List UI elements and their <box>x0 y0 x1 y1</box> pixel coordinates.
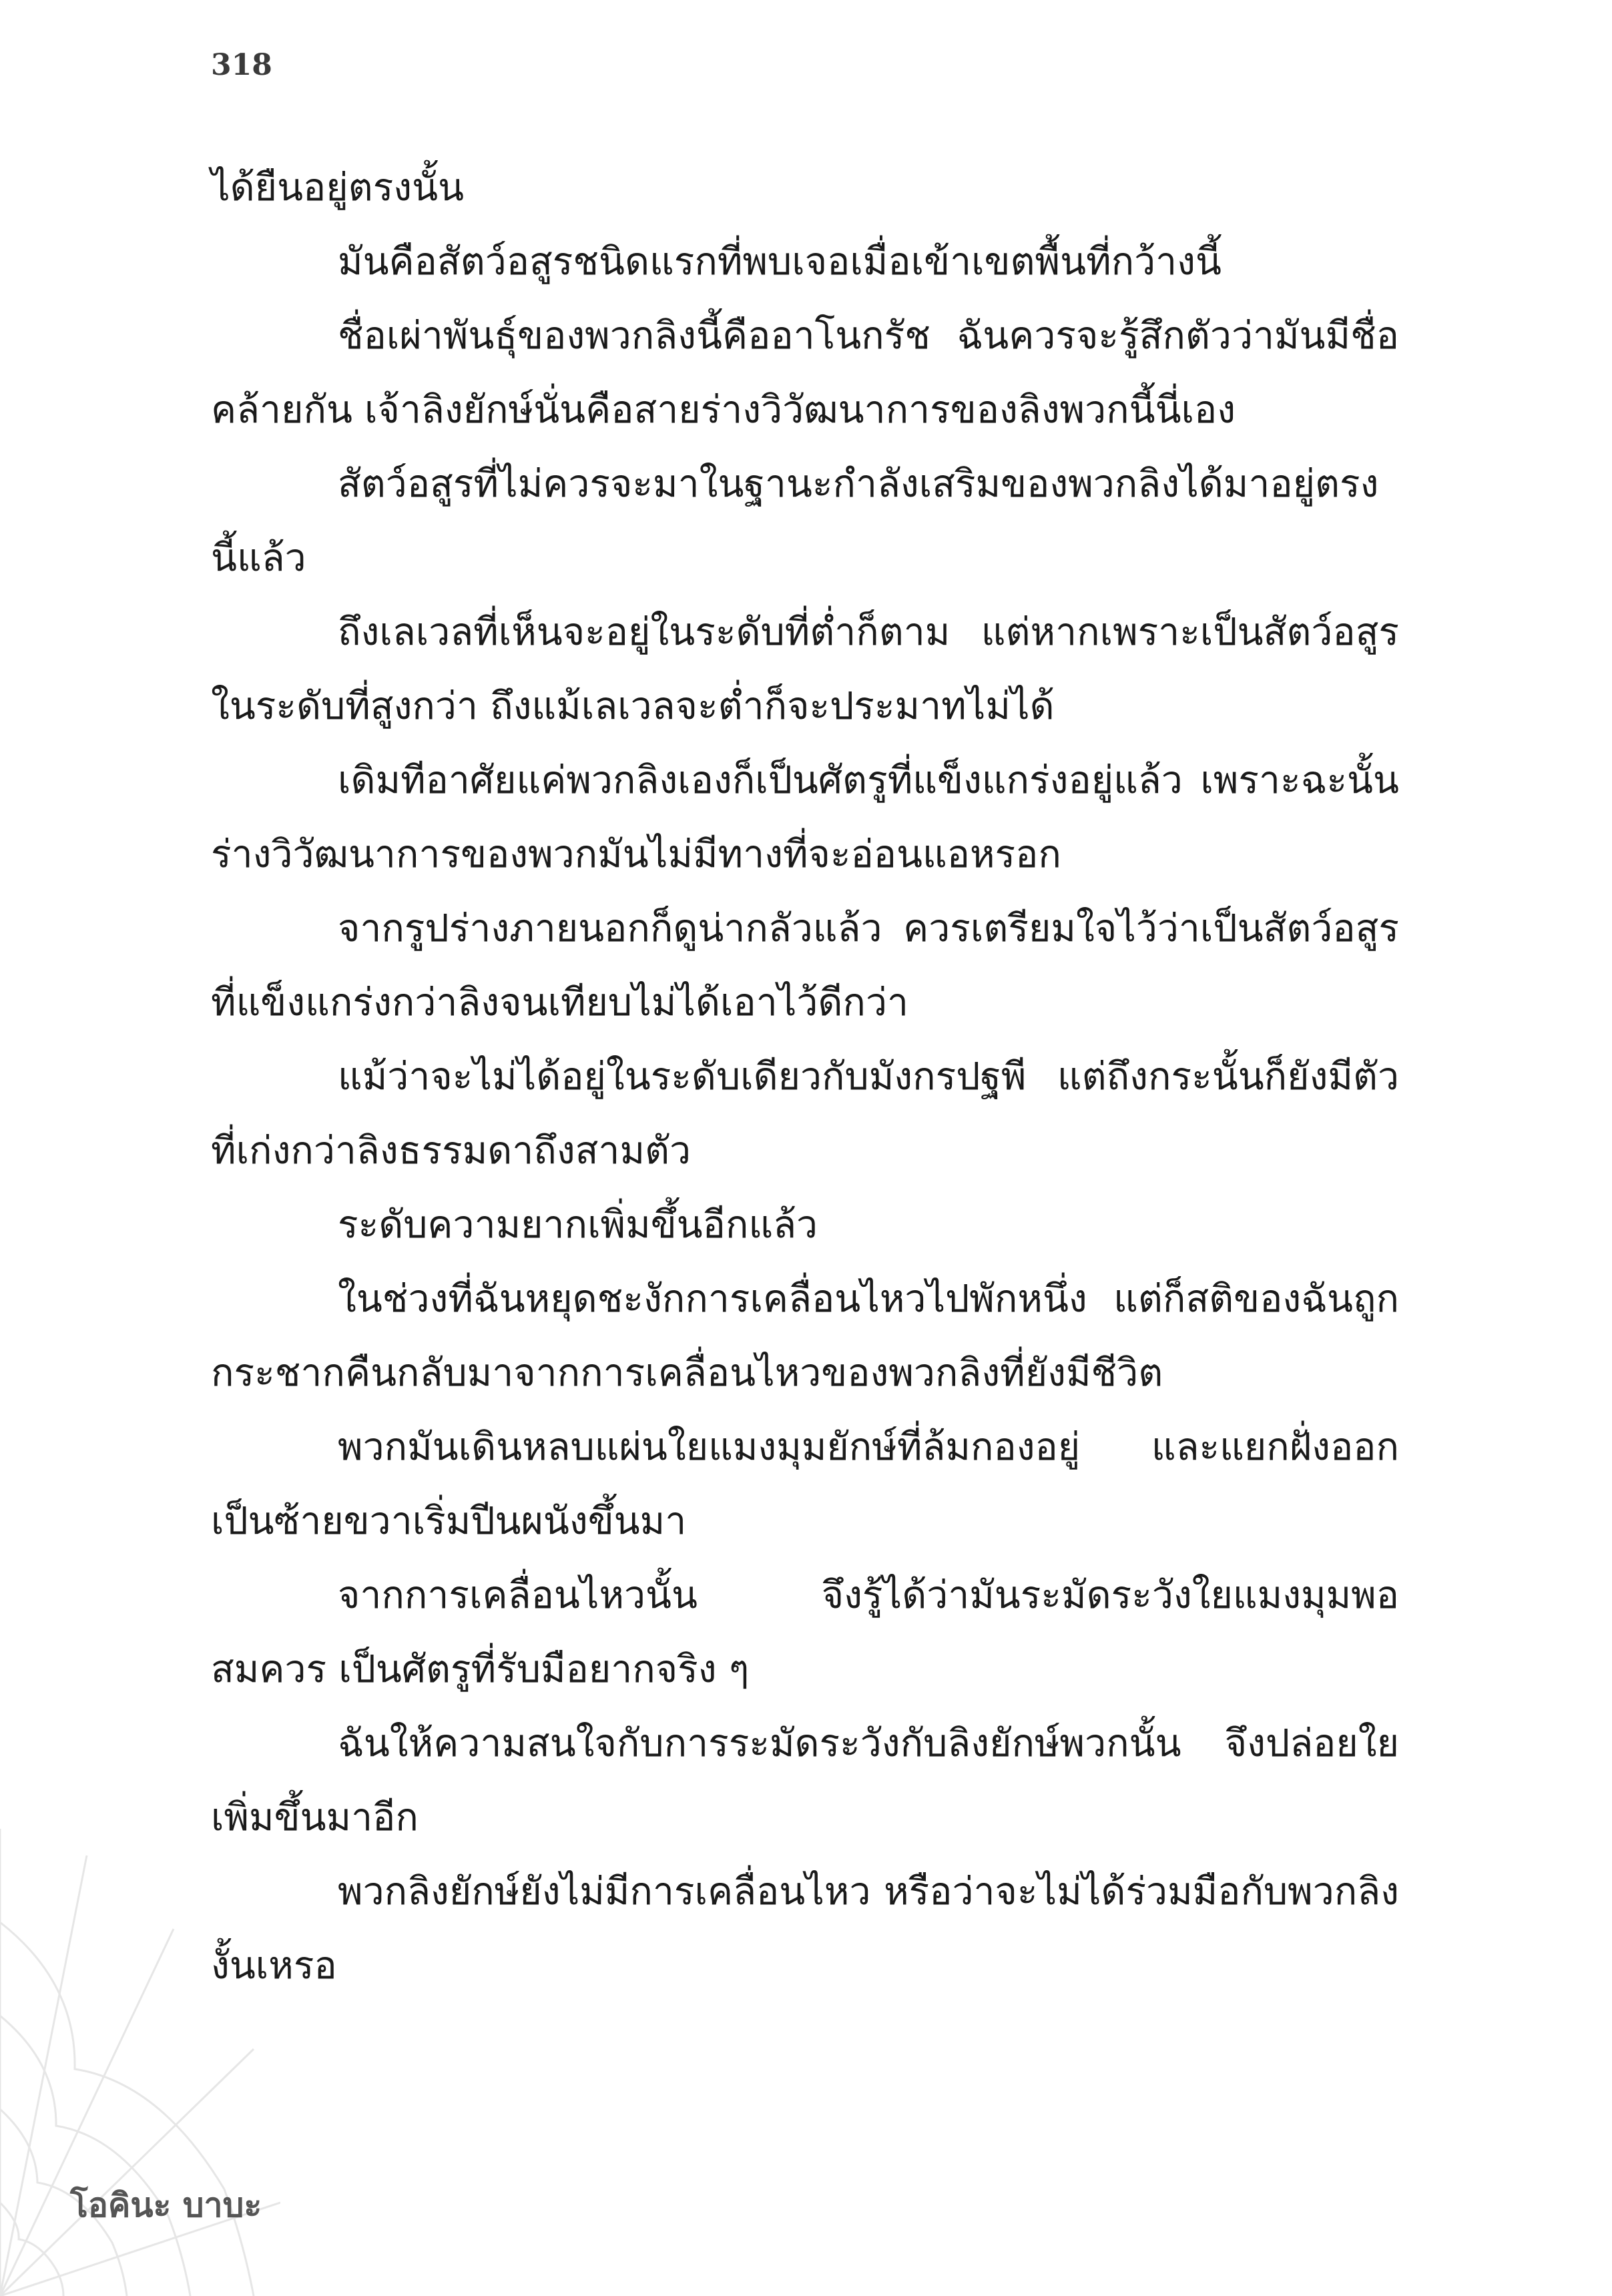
paragraph: แม้ว่าจะไม่ได้อยู่ในระดับเดียวกับมังกรปฐพี แต่ถึงกระนั้นก็ยังมีตัวที่เก่งกว่าลิงธรรมดาถึงสามตัว <box>211 1055 1399 1173</box>
paragraph: ระดับความยากเพิ่มขึ้นอีกแล้ว <box>338 1203 818 1247</box>
paragraph: สัตว์อสูรที่ไม่ควรจะมาในฐานะกำลังเสริมของพวกลิงได้มาอยู่ตรงนี้แล้ว <box>211 462 1379 580</box>
page-number: 318 <box>211 48 272 82</box>
paragraph: พวกมันเดินหลบแผ่นใยแมงมุมยักษ์ที่ล้มกองอยู่ และแยกฝั่งออกเป็นซ้ายขวาเริ่มปีนผนังขึ้นมา <box>211 1425 1399 1543</box>
paragraph: เดิมทีอาศัยแค่พวกลิงเองก็เป็นศัตรูที่แข็งแกร่งอยู่แล้ว เพราะฉะนั้นร่างวิวัฒนาการของพวกมันไม่มีทางที่จะอ่อนแอหรอก <box>211 758 1399 876</box>
paragraph: จากรูปร่างภายนอกก็ดูน่ากลัวแล้ว ควรเตรียมใจไว้ว่าเป็นสัตว์อสูรที่แข็งแกร่งกว่าลิงจนเทียบไม่ได้เอาไว้ดีกว่า <box>211 906 1399 1025</box>
paragraph: ถึงเลเวลที่เห็นจะอยู่ในระดับที่ต่ำก็ตาม แต่หากเพราะเป็นสัตว์อสูรในระดับที่สูงกว่า ถึงแม้เลเวลจะต่ำก็จะประมาทไม่ได้ <box>211 610 1399 728</box>
paragraph: จากการเคลื่อนไหวนั้น จึงรู้ได้ว่ามันระมัดระวังใยแมงมุมพอสมควร เป็นศัตรูที่รับมือยากจริง ๆ <box>211 1573 1399 1691</box>
paragraph: ได้ยืนอยู่ตรงนั้น <box>211 166 465 210</box>
body-text <box>211 151 1399 2003</box>
paragraph: พวกลิงยักษ์ยังไม่มีการเคลื่อนไหว หรือว่าจะไม่ได้ร่วมมือกับพวกลิงงั้นเหรอ <box>211 1870 1399 1988</box>
footer-author: โอคินะ บาบะ <box>70 2186 262 2225</box>
paragraph: ในช่วงที่ฉันหยุดชะงักการเคลื่อนไหวไปพักหนึ่ง แต่ก็สติของฉันถูกกระชากคืนกลับมาจากการเคลื่อนไหวของพวกลิงที่ยังมีชีวิต <box>211 1277 1399 1395</box>
paragraph: มันคือสัตว์อสูรชนิดแรกที่พบเจอเมื่อเข้าเขตพื้นที่กว้างนี้ <box>338 240 1222 284</box>
paragraph: ฉันให้ความสนใจกับการระมัดระวังกับลิงยักษ์พวกนั้น จึงปล่อยใยเพิ่มขึ้นมาอีก <box>211 1721 1399 1839</box>
paragraph: ชื่อเผ่าพันธุ์ของพวกลิงนี้คืออาโนกรัช ฉันควรจะรู้สึกตัวว่ามันมีชื่อคล้ายกัน เจ้าลิงยักษ์นั่นคือสายร่างวิวัฒนาการของลิงพวกนี้นี่เอง <box>211 314 1399 432</box>
